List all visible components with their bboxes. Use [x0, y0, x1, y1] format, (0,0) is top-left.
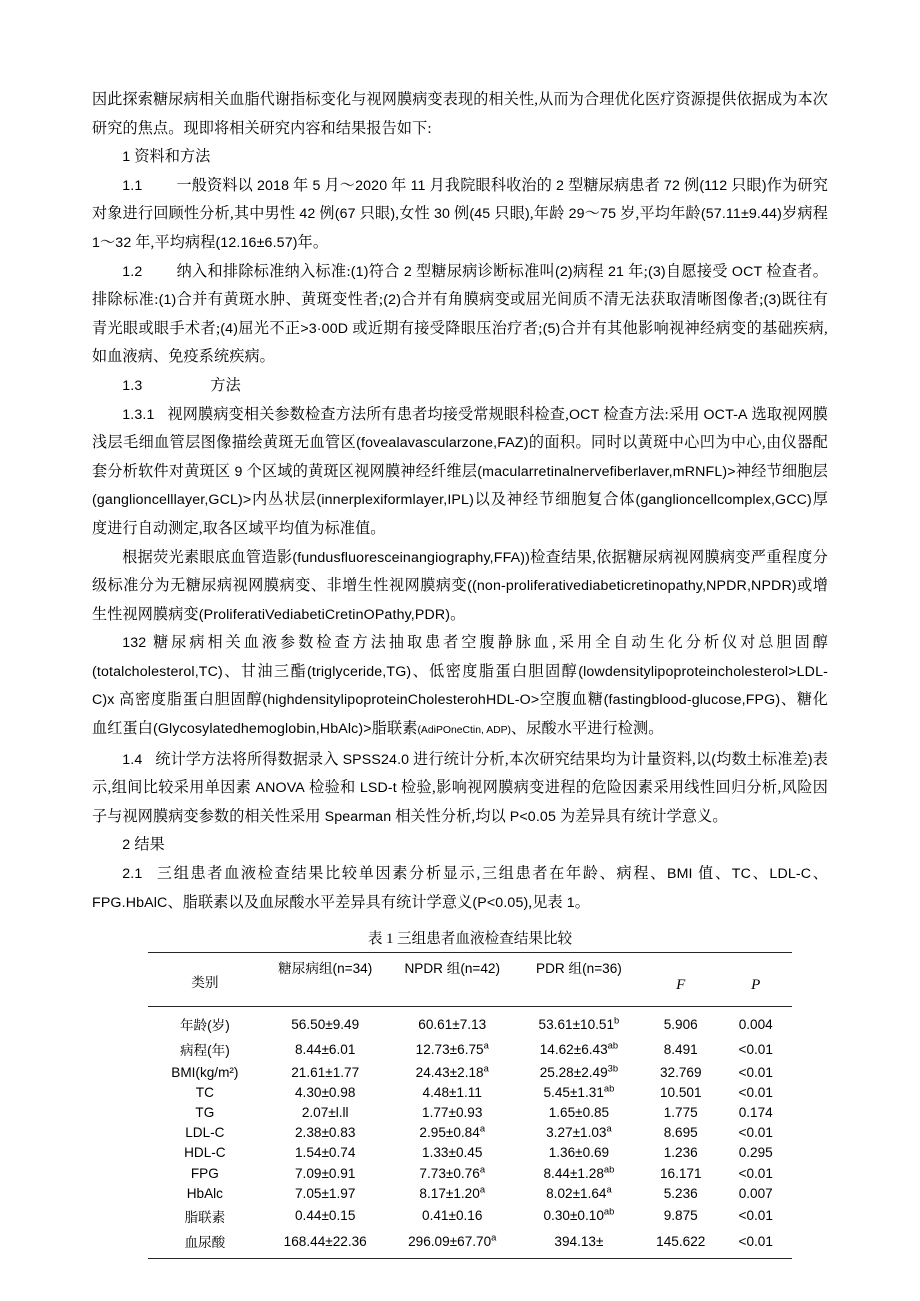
row-label: 年龄(岁): [148, 1007, 262, 1037]
cell-pdr-group: 8.44±1.28$^{ab}$: [543, 1163, 615, 1181]
column-header-category: 类别: [148, 953, 262, 1007]
significance-marker: ab: [603, 1082, 615, 1094]
cell-f-value: 145.622: [642, 1229, 719, 1259]
significance-marker: b: [614, 1014, 620, 1026]
table-row: [148, 1229, 792, 1259]
significance-marker: a: [606, 1122, 612, 1134]
blood-test-results-table: [148, 952, 792, 1259]
cell-p-value: 0.295: [738, 1145, 773, 1161]
row-label: HDL-C: [184, 1145, 226, 1161]
cell-diabetes-group: 1.54±0.74: [295, 1145, 356, 1161]
paragraph-ffa: 根据荧光素眼底血管造影(fundusfluoresceinangiography,FFA))检查结果,依据糖尿病视网膜病变严重程度分级标准分为无糖尿病视网膜病变、非增生性视网膜病变((non-proliferativediabeticretinopathy,NPDR,NPDR)或增生性视网膜病变(ProliferatiVediabetiCretinOPathy,PDR)。: [92, 549, 829, 623]
table-row: [148, 1102, 792, 1122]
significance-marker: a: [491, 1231, 497, 1243]
row-label: FPG: [190, 1165, 219, 1181]
row-label: 脂联素: [184, 1209, 226, 1225]
cell-diabetes-group: 0.44±0.15: [295, 1208, 356, 1224]
table-row: [148, 1007, 792, 1037]
cell-f-value: 8.491: [663, 1041, 698, 1057]
row-label: 血尿酸: [148, 1229, 262, 1259]
cell-npdr-group: 1.77±0.93: [422, 1104, 483, 1120]
significance-marker: a: [479, 1163, 486, 1174]
cell-diabetes-group: 7.09±0.91: [295, 1165, 356, 1181]
significance-marker: ab: [603, 1163, 615, 1174]
cell-diabetes-group: 4.30±0.98: [295, 1084, 356, 1100]
paragraph-section-1-4: 1.4 统计学方法将所得数据录入 SPSS24.0 进行统计分析,本次研究结果均为计量资料,以(均数土标准差)表示,组间比较采用单因素 ANOVA 检验和 LSD-t 检验,影响视网膜病变进程的危险因素采用线性回归分析,风险因子与视网膜病变参数的相关性采用 Spearman 相关性分析,均以 P<0.05 为差异具有统计学意义。: [92, 751, 828, 825]
table-row: [148, 1143, 792, 1163]
cell-diabetes-group: 2.38±0.83: [295, 1125, 356, 1141]
cell-npdr-group: 0.41±0.16: [422, 1208, 483, 1224]
results-table-block: [148, 928, 792, 1259]
cell-p-value: <0.01: [738, 1064, 773, 1080]
paragraph-section-132: 132 糖尿病相关血液参数检查方法抽取患者空腹静脉血,采用全自动生化分析仪对总胆固醇(totalcholesterol,TC)、甘油三酯(triglyceride,TG)、低密度脂蛋白胆固醇(lowdensitylipoproteincholesterol>LDL-C)x 高密度脂蛋白胆固醇(highdensitylipoproteinCholesterohHDL-O>空腹血糖(fastingblood-glucose,FPG)、糖化血红蛋白(Glycosylatedhemoglobin,HbAlc)>脂联素(AdiPOneCtin, ADP)、尿酸水平进行检测。: [92, 635, 828, 738]
cell-diabetes-group: 168.44±22.36: [262, 1229, 389, 1259]
paragraph-section-1-1: 1.1 一般资料以 2018 年 5 月～2020 年 11 月我院眼科收治的 2 型糖尿病患者 72 例(112 只眼)作为研究对象进行回顾性分析,其中男性 42 例(67 只眼),女性 30 例(45 只眼),年龄 29～75 岁,平均年龄(57.11±9.44)岁病程1～32 年,平均病程(12.16±6.57)年。: [92, 177, 828, 251]
cell-pdr-group: 394.13±: [516, 1229, 642, 1259]
significance-marker: a: [606, 1183, 612, 1195]
cell-pdr-group: 53.61±10.51$^b$: [516, 1007, 642, 1037]
cell-npdr-group: 12.73±6.75$^a$: [415, 1039, 489, 1057]
row-label: BMI(kg/m²): [171, 1064, 239, 1080]
significance-marker: ab: [603, 1205, 615, 1217]
paragraph-section-2-1: 2.1 三组患者血液检查结果比较单因素分析显示,三组患者在年龄、病程、BMI 值、TC、LDL-C、FPG.HbAlC、脂联素以及血尿酸水平差异具有统计学意义(P<0.05),见表 1。: [92, 866, 828, 911]
cell-npdr-group: 7.73±0.76$^a$: [419, 1163, 486, 1181]
cell-diabetes-group: 7.05±1.97: [295, 1185, 356, 1201]
cell-pdr-group: 0.30±0.10$^{ab}$: [543, 1205, 615, 1224]
cell-f-value: 5.906: [642, 1007, 719, 1037]
table-body: [148, 1007, 792, 1259]
column-header-f-value: F: [642, 953, 719, 1007]
cell-pdr-group: 8.02±1.64$^a$: [546, 1183, 612, 1201]
table-header-row: [148, 953, 792, 1007]
cell-f-value: 8.695: [663, 1125, 698, 1141]
significance-marker: a: [479, 1183, 486, 1195]
table-row: [148, 1062, 792, 1082]
cell-p-value: <0.01: [738, 1041, 773, 1057]
cell-diabetes-group: 2.07±l.ll: [301, 1104, 349, 1120]
heading-section-2: 2 结果: [122, 837, 165, 854]
cell-pdr-group: 1.36±0.69: [548, 1145, 610, 1161]
significance-marker: a: [483, 1062, 489, 1074]
cell-pdr-group: 5.45±1.31$^{ab}$: [543, 1082, 615, 1100]
table-caption: 表 1 三组患者血液检查结果比较: [367, 931, 573, 948]
row-label: TC: [195, 1084, 214, 1100]
cell-npdr-group: 296.09±67.70$^a$: [389, 1229, 516, 1259]
cell-npdr-group: 2.95±0.84$^a$: [419, 1122, 486, 1141]
cell-npdr-group: 8.17±1.20$^a$: [419, 1183, 486, 1201]
table-header: [148, 953, 792, 1007]
cell-npdr-group: 1.33±0.45: [422, 1145, 483, 1161]
paragraph-section-1-3-1: 1.3.1 视网膜病变相关参数检查方法所有患者均接受常规眼科检查,OCT 检查方法:采用 OCT-A 选取视网膜浅层毛细血管层图像描绘黄斑无血管区(fovealavascularzone,FAZ)的面积。同时以黄斑中心凹为中心,由仪器配套分析软件对黄斑区 9 个区域的黄斑区视网膜神经纤维层(macularretinalnervefiberlaver,mRNFL)>神经节细胞层(ganglioncelllayer,GCL)>内丛状层(innerplexiformlayer,IPL)以及神经节细胞复合体(ganglioncellcomplex,GCC)厚度进行自动测定,取各区域平均值为标准值。: [92, 406, 828, 537]
paragraph-intro: 因此探索糖尿病相关血脂代谢指标变化与视网膜病变表现的相关性,从而为合理优化医疗资源提供依据成为本次研究的焦点。现即将相关研究内容和结果报告如下:: [92, 92, 828, 137]
cell-p-value: <0.01: [738, 1125, 773, 1141]
significance-marker: ab: [607, 1039, 619, 1051]
heading-section-1: 1 资料和方法: [122, 149, 211, 166]
table-row: [148, 1123, 792, 1143]
cell-f-value: 9.875: [663, 1208, 698, 1224]
significance-marker: a: [483, 1039, 489, 1051]
column-header-npdr-group: NPDR 组(n=42): [389, 953, 516, 1007]
cell-pdr-group: $25.28\pm 2.49^{3b}$: [539, 1062, 619, 1080]
column-header-diabetes-group: 糖尿病组(n=34): [262, 953, 389, 1007]
row-label: TG: [195, 1104, 215, 1120]
cell-f-value: 10.501: [659, 1084, 702, 1100]
cell-f-value: 1.775: [663, 1104, 698, 1120]
cell-f-value: 32.769: [659, 1064, 702, 1080]
cell-f-value: 1.236: [663, 1145, 698, 1161]
cell-pdr-group: 1.65±0.85: [548, 1104, 610, 1120]
cell-p-value: <0.01: [738, 1165, 773, 1181]
table-row: [148, 1037, 792, 1062]
cell-pdr-group: 14.62±6.43$^{ab}$: [539, 1039, 619, 1057]
cell-diabetes-group: 21.61±1.77: [291, 1064, 360, 1080]
column-header-pdr-group: PDR 组(n=36): [516, 953, 642, 1007]
cell-f-value: 5.236: [663, 1185, 698, 1201]
table-row: [148, 1203, 792, 1228]
significance-marker: 3b: [607, 1062, 619, 1074]
column-header-p-value: P: [719, 953, 792, 1007]
document-body: [92, 86, 828, 917]
cell-pdr-group: 3.27±1.03$^a$: [546, 1122, 612, 1141]
cell-p-value: <0.01: [738, 1084, 773, 1100]
cell-p-value: 0.007: [738, 1185, 773, 1201]
table-row: [148, 1082, 792, 1102]
cell-p-value: <0.01: [719, 1229, 792, 1259]
cell-p-value: 0.174: [738, 1104, 773, 1120]
cell-diabetes-group: 56.50±9.49: [262, 1007, 389, 1037]
heading-section-1-3: 1.3 方法: [122, 377, 241, 394]
cell-p-value: 0.004: [719, 1007, 792, 1037]
cell-npdr-group: 4.48±1.11: [422, 1084, 482, 1100]
row-label: 病程(年): [179, 1043, 230, 1059]
row-label: LDL-C: [185, 1125, 225, 1141]
paragraph-section-1-2: 1.2 纳入和排除标准纳入标准:(1)符合 2 型糖尿病诊断标准叫(2)病程 21 年;(3)自愿接受 OCT 检查者。排除标准:(1)合并有黄斑水肿、黄斑变性者;(2)合并有角膜病变或屈光间质不清无法获取清晰图像者;(3)既往有青光眼或眼手术者;(4)屈光不正>3·00D 或近期有接受降眼压治疗者;(5)合并有其他影响视神经病变的基础疾病,如血液病、免疫系统疾病。: [92, 263, 829, 366]
table-row: [148, 1163, 792, 1183]
cell-diabetes-group: 8.44±6.01: [295, 1041, 356, 1057]
cell-f-value: 16.171: [659, 1165, 702, 1181]
cell-npdr-group: 60.61±7.13: [389, 1007, 516, 1037]
significance-marker: a: [479, 1122, 486, 1134]
cell-npdr-group: 24.43±2.18$^a$: [415, 1062, 489, 1080]
row-label: HbAlc: [186, 1185, 223, 1201]
table-row: [148, 1183, 792, 1203]
cell-p-value: <0.01: [738, 1208, 773, 1224]
